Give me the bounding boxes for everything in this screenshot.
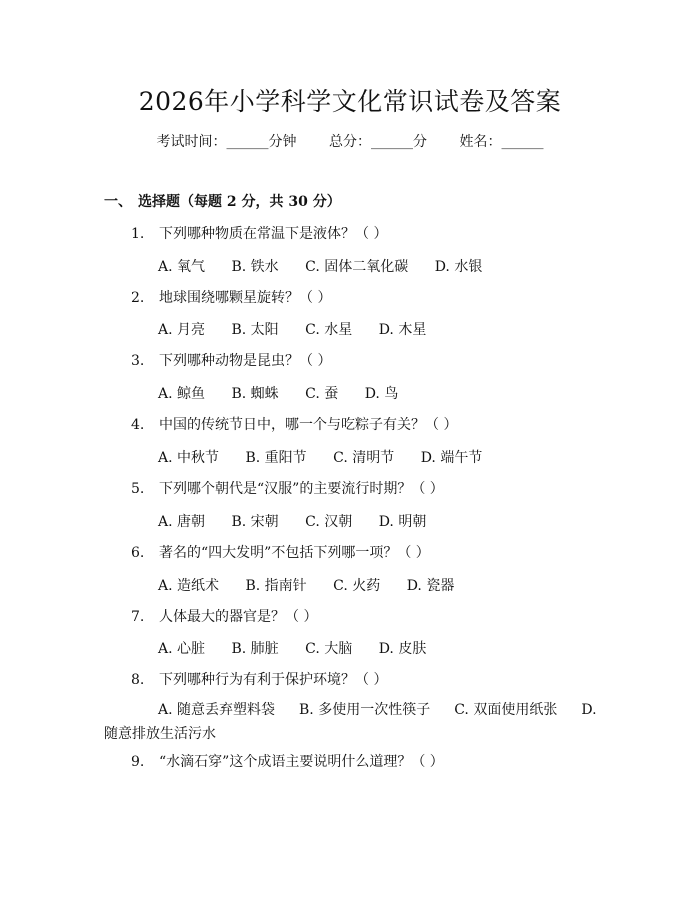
option-b: B. 铁水: [231, 259, 279, 275]
option-b: B. 多使用一次性筷子: [299, 702, 431, 718]
question-4-options: [158, 447, 504, 467]
exam-meta: [0, 131, 700, 151]
question-number: 4.: [131, 417, 145, 433]
question-5-options: [158, 511, 448, 531]
question-number: 3.: [131, 353, 145, 369]
option-a: A. 造纸术: [158, 578, 220, 594]
question-3: [131, 350, 331, 370]
option-a: A. 中秋节: [158, 450, 220, 466]
option-c: C. 火药: [333, 578, 381, 594]
option-c: C. 固体二氧化碳: [305, 259, 409, 275]
question-8-options: [104, 698, 604, 746]
option-b: B. 指南针: [245, 578, 307, 594]
exam-time-field: 考试时间：______分钟: [156, 134, 297, 150]
option-a: A. 月亮: [158, 322, 206, 338]
option-a: A. 心脏: [158, 641, 206, 657]
question-number: 7.: [131, 609, 145, 625]
question-text: 人体最大的器官是？（ ）: [159, 609, 318, 625]
option-d: D. 皮肤: [378, 641, 427, 657]
question-2: [131, 287, 331, 307]
question-9: [131, 751, 444, 771]
question-7: [131, 606, 317, 626]
question-6: [131, 542, 430, 562]
option-d: D. 木星: [378, 322, 427, 338]
question-text: 下列哪种动物是昆虫？（ ）: [159, 353, 332, 369]
question-text: 下列哪种行为有利于保护环境？（ ）: [159, 672, 388, 688]
question-3-options: [158, 383, 420, 403]
option-b: B. 太阳: [231, 322, 279, 338]
option-a: A. 随意丢弃塑料袋: [158, 702, 276, 718]
option-a: A. 氧气: [158, 259, 206, 275]
option-d: D. 随意排放生活污水: [104, 702, 597, 742]
question-4: [131, 414, 457, 434]
total-score-field: 总分：______分: [329, 134, 427, 150]
option-b: B. 重阳节: [245, 450, 307, 466]
option-c: C. 蚕: [305, 386, 339, 402]
option-c: C. 大脑: [305, 641, 353, 657]
question-1: [131, 223, 387, 243]
option-c: C. 水星: [305, 322, 353, 338]
option-b: B. 宋朝: [231, 514, 279, 530]
question-text: “水滴石穿”这个成语主要说明什么道理？（ ）: [159, 754, 444, 770]
question-number: 1.: [131, 226, 145, 242]
option-c: C. 清明节: [333, 450, 395, 466]
section-number: 一、: [104, 194, 132, 210]
question-6-options: [158, 575, 476, 595]
student-name-field: 姓名：______: [459, 134, 544, 150]
option-b: B. 蜘蛛: [231, 386, 279, 402]
section-heading: [104, 191, 341, 211]
question-8: [131, 669, 387, 689]
option-a: A. 鲸鱼: [158, 386, 206, 402]
question-7-options: [158, 638, 448, 658]
option-c: C. 双面使用纸张: [454, 702, 558, 718]
question-text: 中国的传统节日中，哪一个与吃粽子有关？（ ）: [159, 417, 458, 433]
option-d: D. 鸟: [364, 386, 399, 402]
option-d: D. 明朝: [378, 514, 427, 530]
question-2-options: [158, 319, 448, 339]
question-1-options: [158, 256, 504, 276]
question-text: 地球围绕哪颗星旋转？（ ）: [159, 290, 332, 306]
option-d: D. 端午节: [420, 450, 483, 466]
question-5: [131, 478, 444, 498]
option-b: B. 肺脏: [231, 641, 279, 657]
question-text: 下列哪种物质在常温下是液体？（ ）: [159, 226, 388, 242]
question-number: 5.: [131, 481, 145, 497]
question-text: 著名的“四大发明”不包括下列哪一项？（ ）: [159, 545, 430, 561]
option-c: C. 汉朝: [305, 514, 353, 530]
question-number: 9.: [131, 754, 145, 770]
question-number: 6.: [131, 545, 145, 561]
question-text: 下列哪个朝代是“汉服”的主要流行时期？（ ）: [159, 481, 444, 497]
option-a: A. 唐朝: [158, 514, 206, 530]
option-d: D. 水银: [434, 259, 483, 275]
question-number: 8.: [131, 672, 145, 688]
question-number: 2.: [131, 290, 145, 306]
option-d: D. 瓷器: [406, 578, 455, 594]
section-label: 选择题（每题 2 分，共 30 分）: [138, 194, 341, 210]
page-title: 2026年小学科学文化常识试卷及答案: [138, 87, 562, 116]
